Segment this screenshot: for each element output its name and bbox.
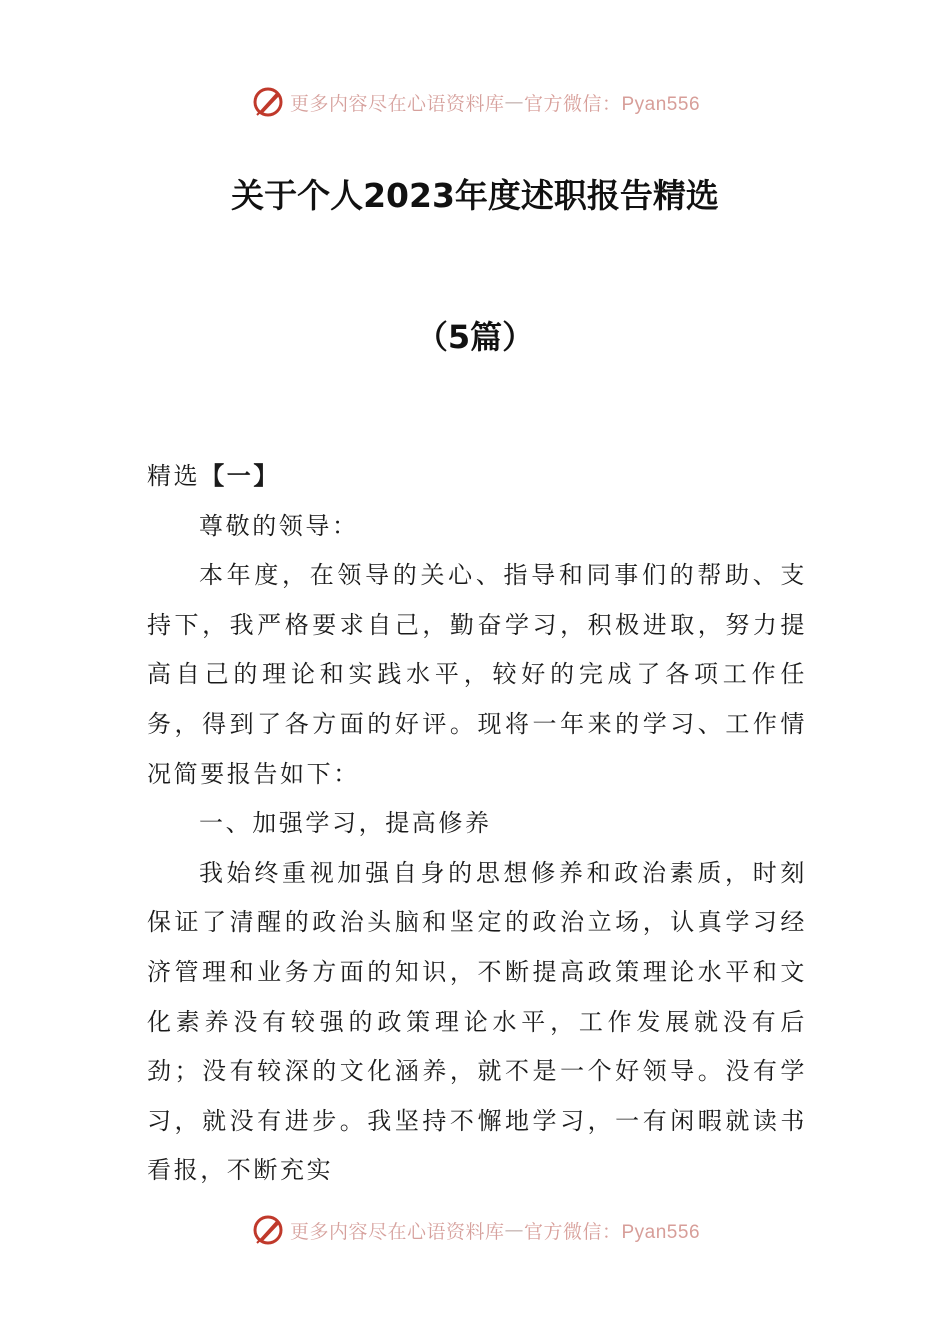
subheading: 一、加强学习，提高修养 — [199, 809, 492, 838]
header-watermark-banner — [0, 82, 950, 122]
banner-suffix: 官方微信：Pyan556 — [524, 93, 701, 115]
paragraph: 本年度，在领导的关心、指导和同事们的帮助、支持下，我严格要求自己，勤奋学习，积极进取，努力提高自己的理论和实践水平，较好的完成了各项工作任务，得到了各方面的好评。现将一年来的学习、工作情况简要报告如下： — [147, 561, 807, 788]
banner-prefix: 更多内容尽在心语资料库 — [289, 92, 505, 115]
banner-suffix: 官方微信：Pyan556 — [524, 1221, 701, 1243]
banner-dash: — — [504, 1219, 524, 1241]
paragraph: 我始终重视加强自身的思想修养和政治素质，时刻保证了清醒的政治头脑和坚定的政治立场，认真学习经济管理和业务方面的知识，不断提高政策理论水平和文化素养没有较强的政策理论水平，工作发展就没有后劲；没有较深的文化涵养，就不是一个好领导。没有学习，就没有进步。我坚持不懈地学习，一有闲暇就读书看报，不断充实 — [147, 858, 807, 1185]
document-title: 关于个人2023年度述职报告精选 — [231, 176, 719, 215]
salutation: 尊敬的领导： — [199, 511, 359, 540]
banner-dash: — — [504, 91, 524, 113]
document-body — [147, 452, 807, 1196]
footer-watermark-banner — [0, 1210, 950, 1250]
section-label: 精选 — [147, 462, 201, 490]
section-number: 【一】 — [200, 462, 281, 490]
quill-seal-icon — [250, 84, 286, 120]
section-heading — [147, 452, 807, 502]
quill-seal-icon — [250, 1212, 286, 1248]
document-subtitle: （5篇） — [415, 318, 535, 356]
banner-prefix: 更多内容尽在心语资料库 — [289, 1220, 505, 1243]
